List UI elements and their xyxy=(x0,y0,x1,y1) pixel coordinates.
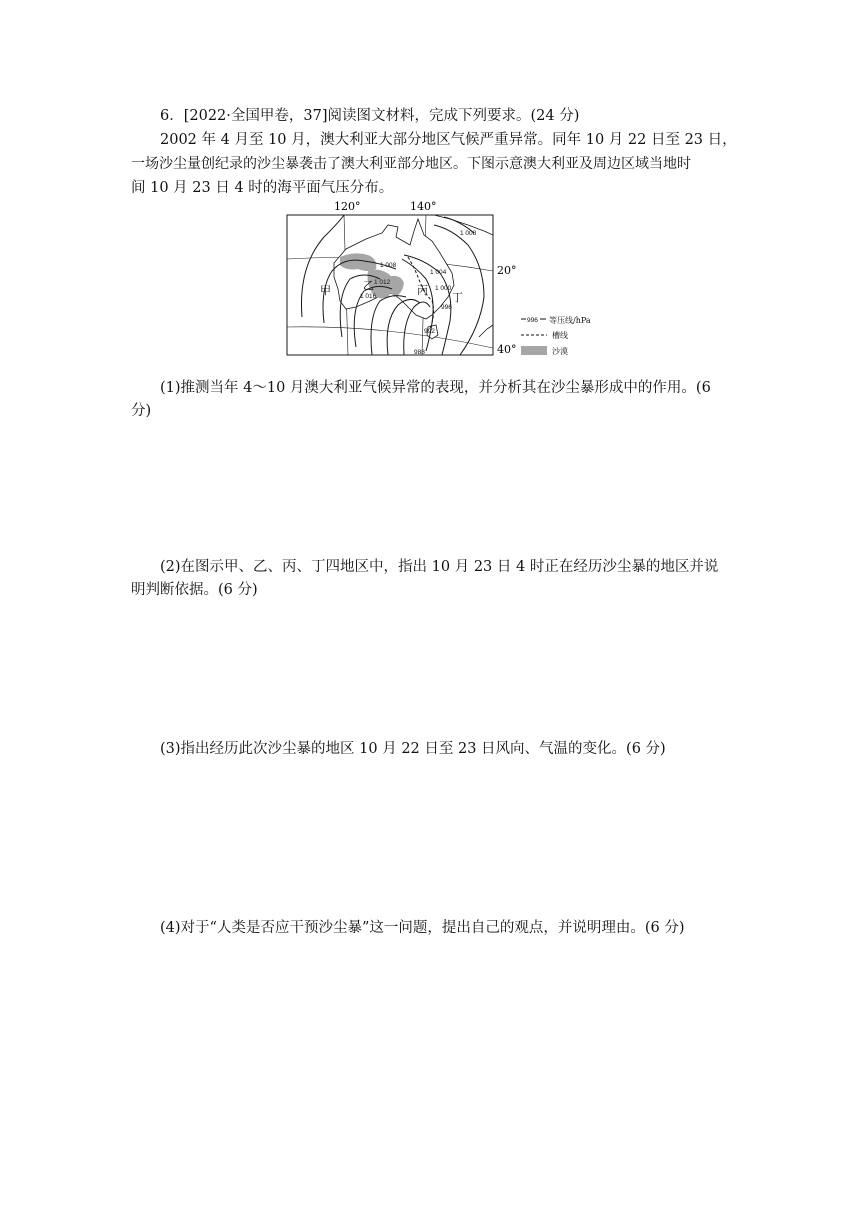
lon-label-120: 120° xyxy=(334,200,361,213)
intro-line-3: 间 10 月 23 日 4 时的海平面气压分布。 xyxy=(131,180,394,196)
isobar-label: 996 xyxy=(441,304,452,311)
legend-desert-text: 沙漠 xyxy=(552,347,568,356)
lat-label-40: 40° xyxy=(497,343,517,356)
legend-isobar-text: 等压线/hPa xyxy=(549,316,591,325)
intro-line-1: 2002 年 4 月至 10 月，澳大利亚大部分地区气候严重异常。同年 10 月 22 日至 23 日， xyxy=(160,132,737,148)
sub-question-3-line-1: (3)指出经历此次沙尘暴的地区 10 月 22 日至 23 日风向、气温的变化。(6 分) xyxy=(160,741,666,757)
sub-question-4-line-1: (4)对于“人类是否应干预沙尘暴”这一问题，提出自己的观点，并说明理由。(6 分) xyxy=(160,920,685,936)
region-label-bing: 丙 xyxy=(417,285,428,297)
lat-label-20: 20° xyxy=(497,264,517,277)
sub-question-1-line-1: (1)推测当年 4～10 月澳大利亚气候异常的表现，并分析其在沙尘暴形成中的作用。(6 xyxy=(160,380,711,396)
new-zealand-outline xyxy=(479,325,493,337)
isobar-label: 988 xyxy=(414,349,425,356)
sub-question-1-line-2: 分) xyxy=(131,403,152,419)
isobar-label: 1 000 xyxy=(435,285,452,292)
isobar-label: 1 008 xyxy=(380,262,397,269)
isobar-label: 1 004 xyxy=(430,269,447,276)
intro-line-2: 一场沙尘量创纪录的沙尘暴袭击了澳大利亚部分地区。下图示意澳大利亚及周边区域当地时 xyxy=(131,156,691,172)
isobar-label: 1 012 xyxy=(374,279,391,286)
legend-isobar-sample: 996 xyxy=(527,317,538,324)
legend-trough-text: 槽线 xyxy=(552,331,568,340)
sub-question-2-line-2: 明判断依据。(6 分) xyxy=(131,582,258,598)
lon-label-140: 140° xyxy=(410,200,437,213)
isobar-label: 1 008 xyxy=(460,230,477,237)
region-label-jia: 甲 xyxy=(320,285,331,297)
isobar-label: 1 016 xyxy=(360,293,377,300)
sub-question-2-line-1: (2)在图示甲、乙、丙、丁四地区中，指出 10 月 23 日 4 时正在经历沙尘暴的地区并说 xyxy=(160,559,719,575)
legend-desert-swatch xyxy=(521,346,547,355)
isobar-label: 992 xyxy=(424,328,435,335)
pressure-map-figure xyxy=(284,197,614,367)
map-legend xyxy=(521,315,591,356)
region-label-yi: 乙 xyxy=(363,280,374,292)
question-header: 6．[2022·全国甲卷，37]阅读图文材料，完成下列要求。(24 分) xyxy=(160,108,580,124)
region-label-ding: 丁 xyxy=(452,292,463,304)
